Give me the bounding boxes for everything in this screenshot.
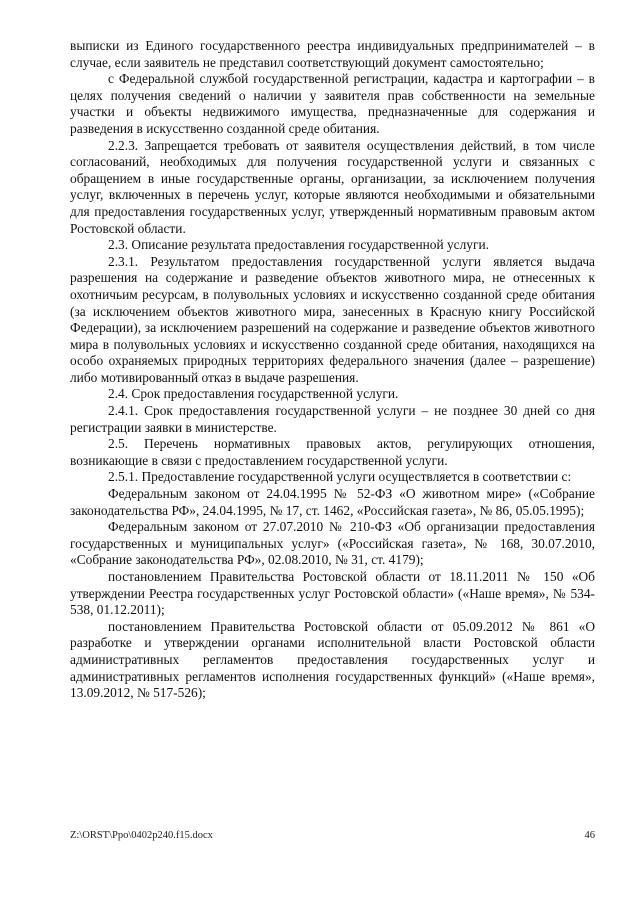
heading-2-5: 2.5. Перечень нормативных правовых актов, регулирующих отношения, возникающие в связи с предоставлением государственной услуги. — [70, 436, 595, 468]
paragraph-2-2-3: 2.2.3. Запрещается требовать от заявителя осуществления действий, в том числе согласований, необходимых для получения государственной услуги и связанных с обращением в иные государственные органы, организации, за исключением получения услуг, включенных в перечень услуг, которые являются необходимыми и обязательными для предоставления государственных услуг, утвержденный нормативным правовым актом Ростовской области. — [70, 137, 595, 236]
resolution-150: постановлением Правительства Ростовской области от 18.11.2011 № 150 «Об утверждении Реестра государственных услуг Ростовской области» («Наше время», № 534-538, 01.12.2011); — [70, 569, 595, 618]
paragraph-rosreestr: с Федеральной службой государственной регистрации, кадастра и картографии – в целях получения сведений о наличии у заявителя прав собственности на земельные участки и объекты недвижимого имущества, предназначенные для содержания и разведения в искусственно созданной среде обитания. — [70, 71, 595, 136]
paragraph-2-5-1: 2.5.1. Предоставление государственной услуги осуществляется в соответствии с: — [108, 469, 572, 485]
document-body — [70, 38, 595, 702]
footer-page-number: 46 — [584, 830, 595, 841]
law-52-fz: Федеральным законом от 24.04.1995 № 52-ФЗ «О животном мире» («Собрание законодательства РФ», 24.04.1995, № 17, ст. 1462, «Российская газета», № 86, 05.05.1995); — [70, 486, 595, 518]
paragraph-2-3-1: 2.3.1. Результатом предоставления государственной услуги является выдача разрешения на содержание и разведение объектов животного мира, не отнесенных к охотничьим ресурсам, в полувольных условиях и искусственно созданной среде обитания (за исключением объектов животного мира, занесенных в Красную книгу Российской Федерации), за исключением разрешений на содержание и разведение объектов животного мира в полувольных условиях и искусственно созданной среде обитания, находящихся на особо охраняемых природных территориях федерального значения (далее – разрешение) либо мотивированный отказ в выдаче разрешения. — [70, 253, 595, 385]
footer-file-path: Z:\ORST\Ppo\0402p240.f15.docx — [70, 830, 213, 841]
paragraph-2-4-1: 2.4.1. Срок предоставления государственной услуги – не позднее 30 дней со дня регистрации заявки в министерстве. — [70, 403, 595, 435]
heading-2-4: 2.4. Срок предоставления государственной услуги. — [108, 386, 399, 402]
paragraph-egrip-extract: выписки из Единого государственного реестра индивидуальных предпринимателей – в случае, если заявитель не представил соответствующий документ самостоятельно; — [70, 38, 595, 70]
heading-2-3: 2.3. Описание результата предоставления государственной услуги. — [108, 237, 490, 253]
law-210-fz: Федеральным законом от 27.07.2010 № 210-ФЗ «Об организации предоставления государственных и муниципальных услуг» («Российская газета», № 168, 30.07.2010, «Собрание законодательства РФ», 02.08.2010, № 31, ст. 4179); — [70, 519, 595, 568]
resolution-861: постановлением Правительства Ростовской области от 05.09.2012 № 861 «О разработке и утверждении органами исполнительной власти Ростовской области административных регламентов предоставления государственных услуг и административных регламентов исполнения государственных функций» («Наше время», 13.09.2012, № 517-526); — [70, 618, 595, 701]
